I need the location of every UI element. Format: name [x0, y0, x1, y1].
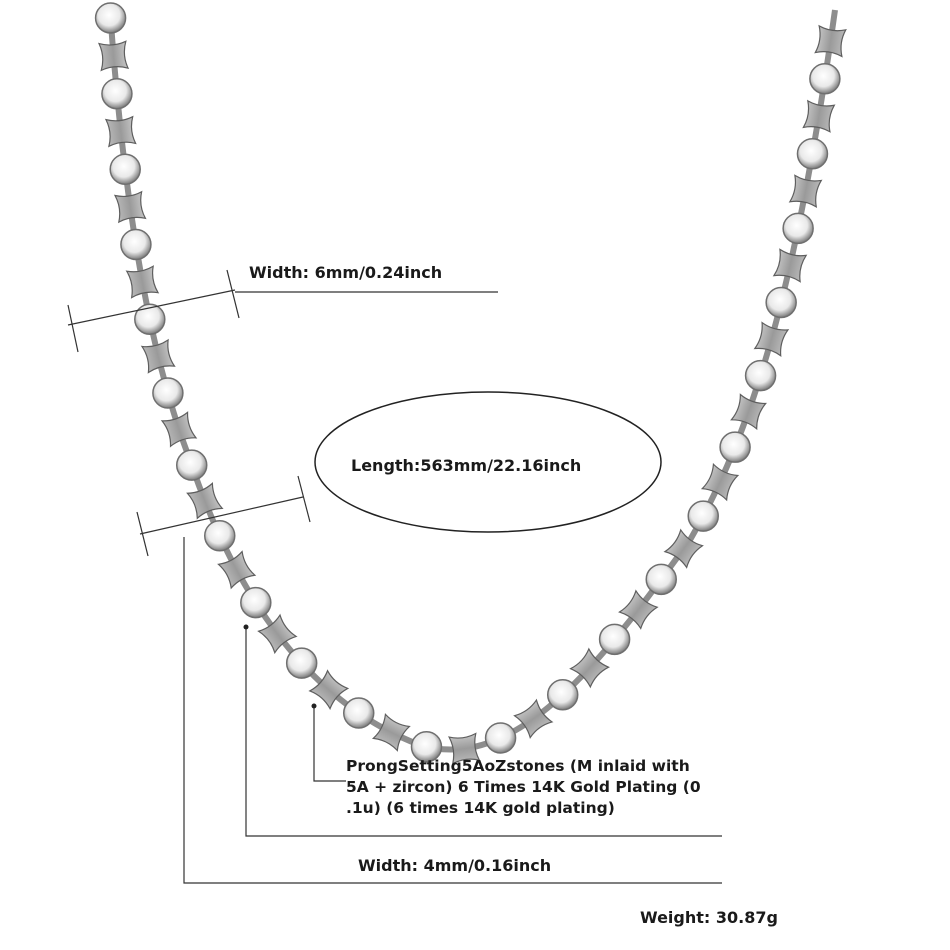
star-link — [180, 476, 230, 526]
width-top-label: Width: 6mm/0.24inch — [249, 263, 443, 282]
star-link — [696, 458, 745, 507]
round-stone — [177, 450, 207, 480]
star-link — [723, 386, 774, 437]
round-stone — [810, 64, 840, 94]
round-stone — [96, 3, 126, 33]
round-stone — [766, 287, 796, 317]
round-stone — [797, 139, 827, 169]
round-stone — [241, 588, 271, 618]
round-stone — [548, 680, 578, 710]
width-bottom-label: Width: 4mm/0.16inch — [358, 856, 552, 875]
round-stone — [121, 229, 151, 259]
round-stone — [600, 624, 630, 654]
length-label: Length:563mm/22.16inch — [351, 456, 582, 475]
chain-base — [110, 10, 835, 750]
round-stone — [486, 723, 516, 753]
weight-label: Weight: 30.87g — [640, 908, 778, 927]
round-stone — [746, 361, 776, 391]
star-link — [779, 165, 832, 218]
star-link — [746, 313, 798, 365]
round-stone — [783, 213, 813, 243]
leader-dot — [244, 625, 249, 630]
star-link — [132, 330, 184, 382]
chain-links — [87, 3, 857, 775]
star-link — [116, 256, 169, 309]
round-stone — [153, 378, 183, 408]
star-link — [764, 239, 816, 291]
round-stone — [110, 154, 140, 184]
round-stone — [344, 698, 374, 728]
round-stone — [102, 79, 132, 109]
leader-dot — [312, 704, 317, 709]
round-stone — [720, 432, 750, 462]
star-link — [367, 708, 415, 756]
description-label: ProngSetting5AoZstones (M inlaid with 5A + zircon) 6 Times 14K Gold Plating (0 .1u) (6 times 14K gold plating) — [346, 757, 701, 817]
star-link — [154, 404, 205, 455]
round-stone — [287, 648, 317, 678]
round-stone — [205, 521, 235, 551]
star-link — [213, 546, 260, 593]
round-stone — [688, 501, 718, 531]
star-link — [662, 527, 705, 570]
round-stone — [135, 304, 165, 334]
round-stone — [646, 564, 676, 594]
